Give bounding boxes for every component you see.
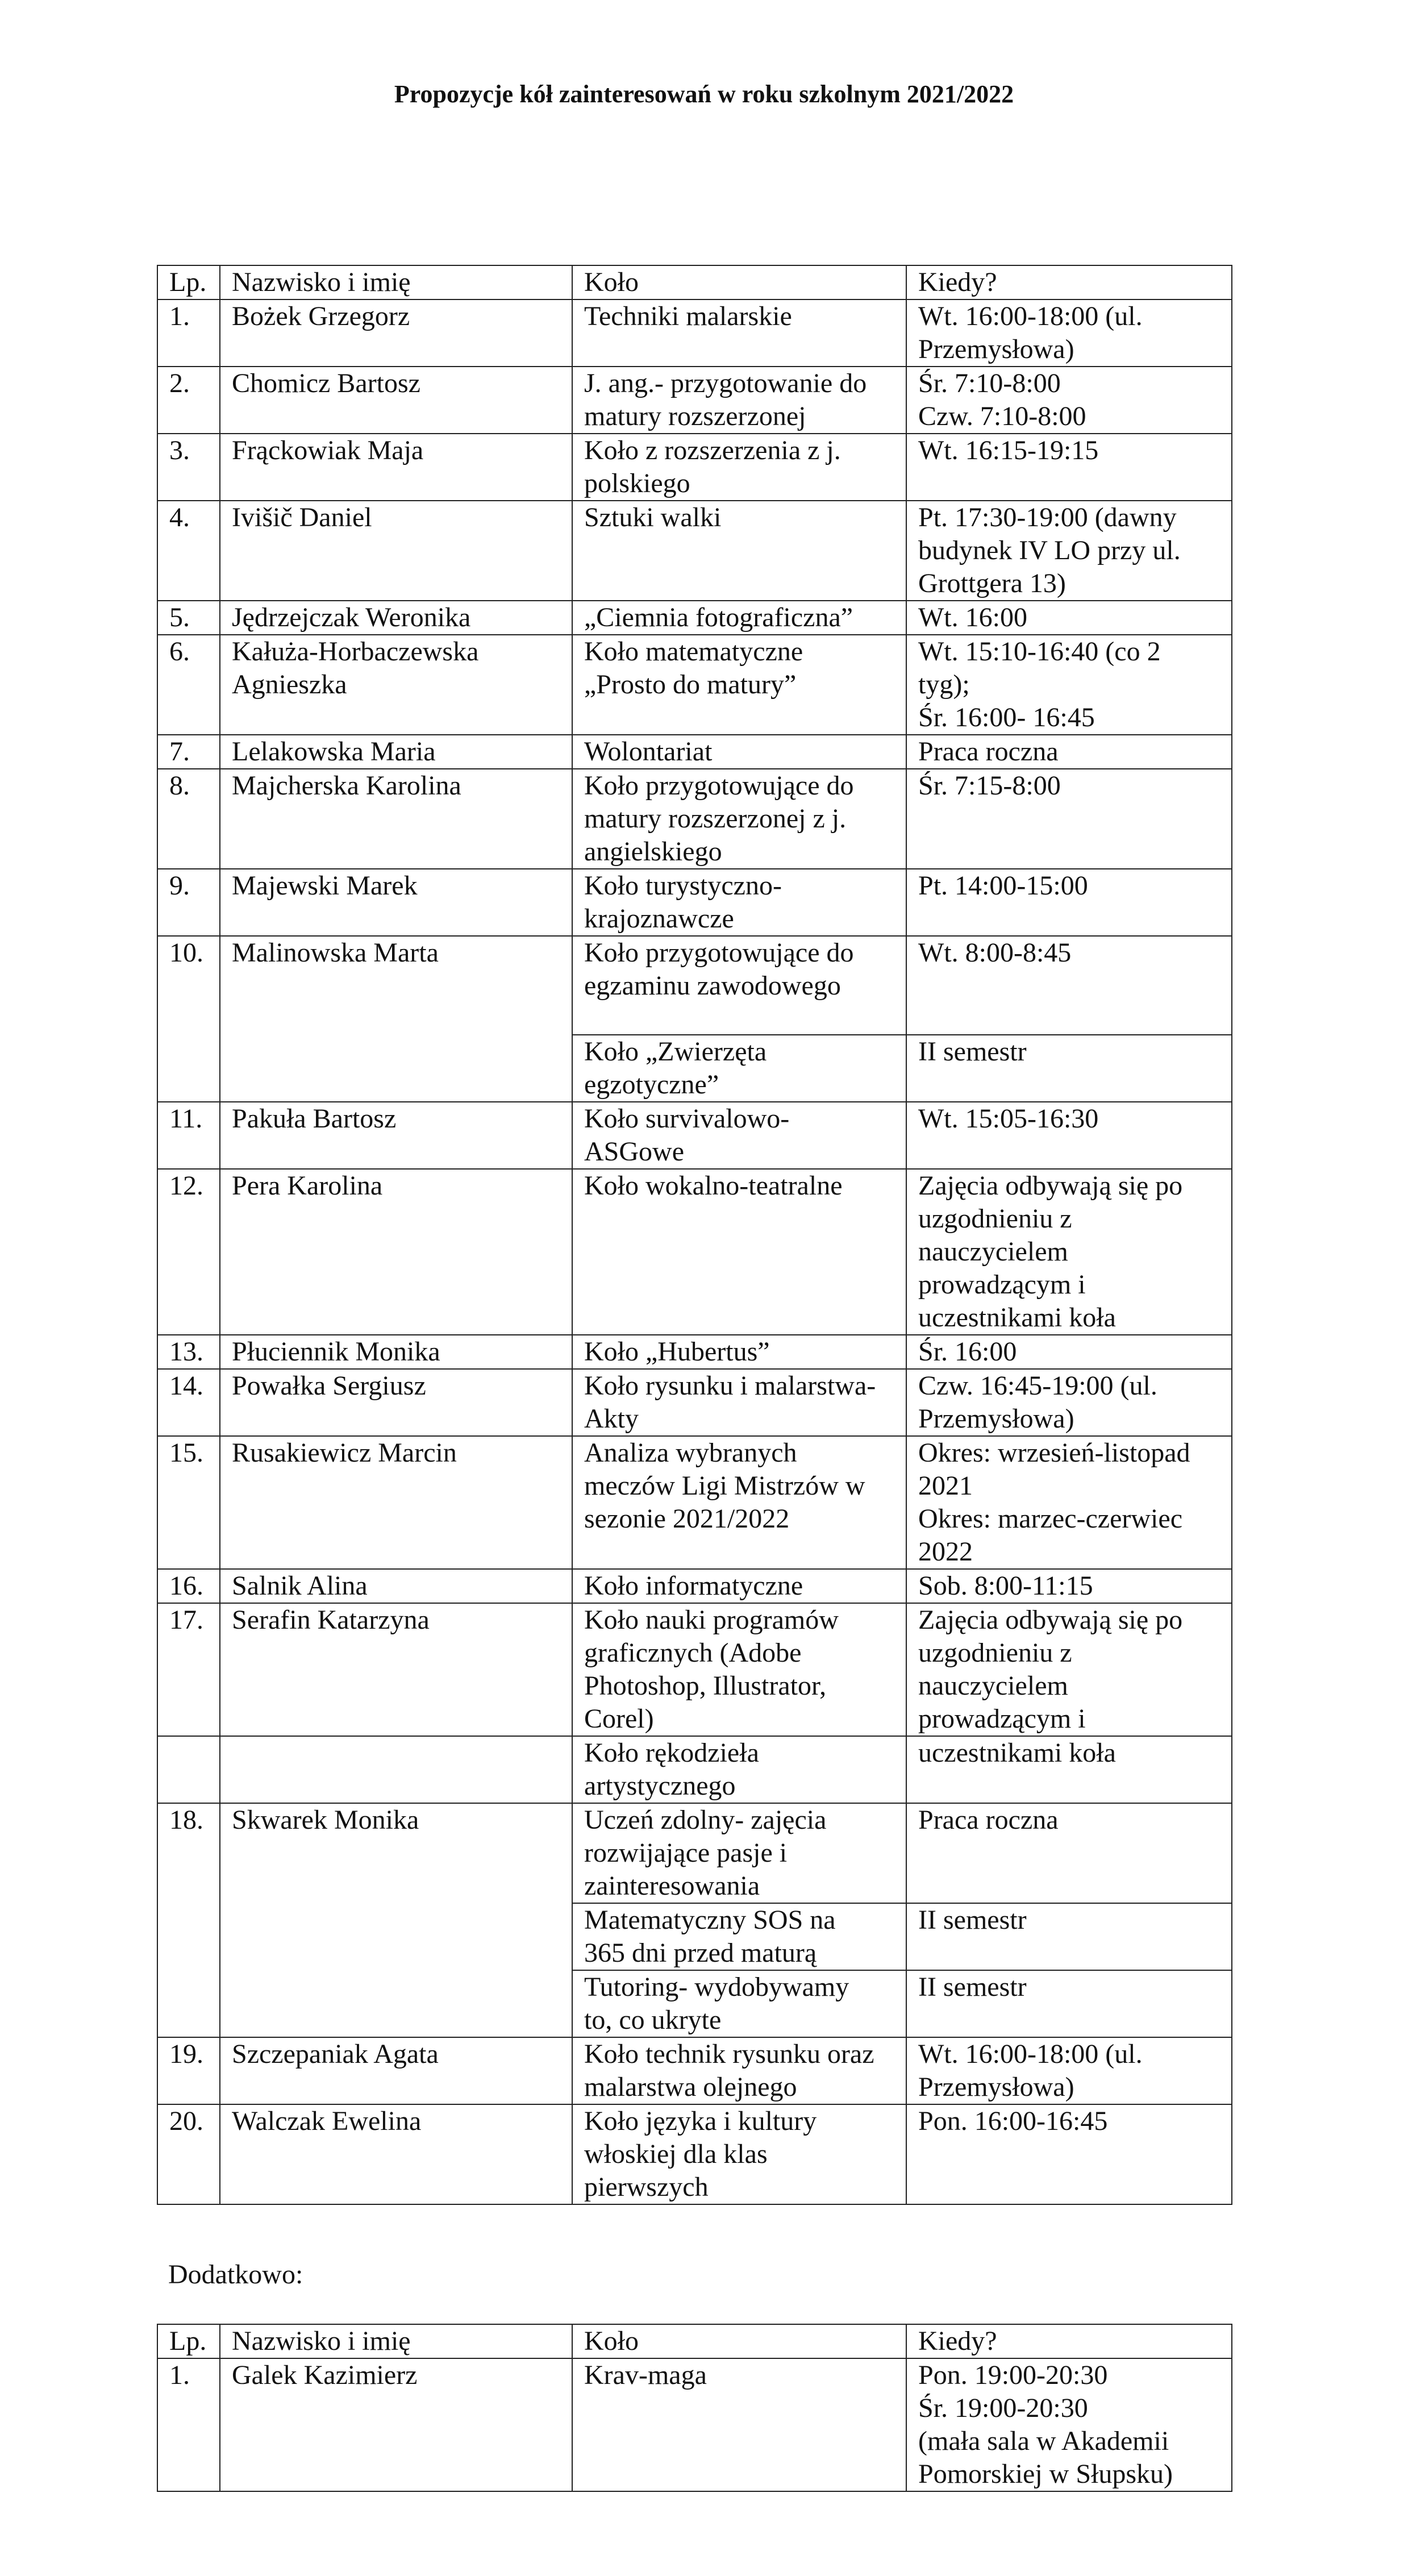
cell-name: Malinowska Marta [220,936,572,1102]
cell-when: II semestr [906,1970,1232,2037]
cell-lp: 8. [157,769,220,869]
cell-when: Sob. 8:00-11:15 [906,1569,1232,1603]
table-row [157,869,1232,936]
cell-when: Zajęcia odbywają się po uzgodnieniu z nauczycielem prowadzącym i uczestnikami koła [906,1169,1232,1335]
cell-name: Bożek Grzegorz [220,299,572,367]
cell-club: Koło nauki programów graficznych (Adobe Photoshop, Illustrator, Corel) [572,1603,906,1736]
cell-when: Wt. 15:10-16:40 (co 2 tyg); Śr. 16:00- 16:45 [906,635,1232,735]
cell-club: Koło rękodzieła artystycznego [572,1736,906,1803]
cell-name: Powałka Sergiusz [220,1369,572,1436]
table-row [157,2104,1232,2204]
cell-lp: 16. [157,1569,220,1603]
cell-name: Majewski Marek [220,869,572,936]
extra-section-label: Dodatkowo: [168,2259,303,2290]
cell-when: Śr. 7:10-8:00 Czw. 7:10-8:00 [906,367,1232,434]
extra-clubs-table [157,2324,1232,2492]
cell-club: Analiza wybranych meczów Ligi Mistrzów w sezonie 2021/2022 [572,1436,906,1569]
table-row [157,1436,1232,1569]
table-row [157,1335,1232,1369]
cell-when: II semestr [906,1035,1232,1102]
cell-club: Koło z rozszerzenia z j. polskiego [572,434,906,501]
cell-name: Pakuła Bartosz [220,1102,572,1169]
cell-lp: 12. [157,1169,220,1335]
cell-name: Chomicz Bartosz [220,367,572,434]
table-row [157,434,1232,501]
cell-lp: 18. [157,1803,220,2037]
cell-lp: 4. [157,501,220,601]
cell-club: Techniki malarskie [572,299,906,367]
cell-when: Praca roczna [906,735,1232,769]
header-name: Nazwisko i imię [220,2324,572,2358]
cell-when: Okres: wrzesień-listopad 2021 Okres: marzec-czerwiec 2022 [906,1436,1232,1569]
cell-club: Uczeń zdolny- zajęcia rozwijające pasje i zainteresowania [572,1803,906,1903]
cell-name: Skwarek Monika [220,1803,572,2037]
cell-when: uczestnikami koła [906,1736,1232,1803]
table-row [157,601,1232,635]
cell-lp: 7. [157,735,220,769]
cell-lp: 15. [157,1436,220,1569]
table-row [157,735,1232,769]
table-row [157,2037,1232,2104]
cell-when: Pon. 19:00-20:30 Śr. 19:00-20:30 (mała sala w Akademii Pomorskiej w Słupsku) [906,2358,1232,2491]
cell-name: Serafin Katarzyna [220,1603,572,1736]
table-row [157,1803,1232,1903]
cell-name: Walczak Ewelina [220,2104,572,2204]
cell-club: Matematyczny SOS na 365 dni przed maturą [572,1903,906,1970]
table-row [157,1603,1232,1736]
cell-when: Śr. 7:15-8:00 [906,769,1232,869]
cell-name: Płuciennik Monika [220,1335,572,1369]
cell-club: Koło języka i kultury włoskiej dla klas pierwszych [572,2104,906,2204]
cell-club: Koło survivalowo- ASGowe [572,1102,906,1169]
cell-lp [157,1736,220,1803]
cell-lp: 14. [157,1369,220,1436]
cell-lp: 1. [157,2358,220,2491]
cell-lp: 9. [157,869,220,936]
cell-when: Pt. 17:30-19:00 (dawny budynek IV LO przy ul. Grottgera 13) [906,501,1232,601]
cell-club: Koło rysunku i malarstwa- Akty [572,1369,906,1436]
header-lp: Lp. [157,2324,220,2358]
cell-name: Galek Kazimierz [220,2358,572,2491]
cell-lp: 13. [157,1335,220,1369]
cell-club: Koło wokalno-teatralne [572,1169,906,1335]
cell-club: Koło „Hubertus” [572,1335,906,1369]
cell-lp: 1. [157,299,220,367]
header-when: Kiedy? [906,2324,1232,2358]
cell-when: Pt. 14:00-15:00 [906,869,1232,936]
header-when: Kiedy? [906,265,1232,299]
cell-when: Czw. 16:45-19:00 (ul. Przemysłowa) [906,1369,1232,1436]
table-row [157,299,1232,367]
cell-name: Rusakiewicz Marcin [220,1436,572,1569]
cell-when: Pon. 16:00-16:45 [906,2104,1232,2204]
table-row [157,501,1232,601]
table-header-row [157,265,1232,299]
cell-club: Tutoring- wydobywamy to, co ukryte [572,1970,906,2037]
cell-when: Zajęcia odbywają się po uzgodnieniu z nauczycielem prowadzącym i [906,1603,1232,1736]
cell-when: Wt. 15:05-16:30 [906,1102,1232,1169]
cell-lp: 10. [157,936,220,1102]
cell-name: Kałuża-Horbaczewska Agnieszka [220,635,572,735]
cell-name [220,1736,572,1803]
cell-name: Ivišič Daniel [220,501,572,601]
cell-when: Wt. 8:00-8:45 [906,936,1232,1035]
cell-club: Koło przygotowujące do matury rozszerzonej z j. angielskiego [572,769,906,869]
table-row [157,367,1232,434]
cell-lp: 19. [157,2037,220,2104]
cell-when: Praca roczna [906,1803,1232,1903]
cell-club: Krav-maga [572,2358,906,2491]
cell-lp: 20. [157,2104,220,2204]
cell-club: Koło turystyczno- krajoznawcze [572,869,906,936]
cell-when: Wt. 16:15-19:15 [906,434,1232,501]
cell-name: Salnik Alina [220,1569,572,1603]
table-row [157,769,1232,869]
table-row [157,936,1232,1035]
cell-lp: 17. [157,1603,220,1736]
cell-when: Śr. 16:00 [906,1335,1232,1369]
table-row [157,2358,1232,2491]
table-row [157,1736,1232,1803]
header-name: Nazwisko i imię [220,265,572,299]
cell-name: Pera Karolina [220,1169,572,1335]
cell-club: Koło informatyczne [572,1569,906,1603]
cell-club: Wolontariat [572,735,906,769]
cell-name: Majcherska Karolina [220,769,572,869]
cell-club: Koło matematyczne „Prosto do matury” [572,635,906,735]
cell-club: Koło „Zwierzęta egzotyczne” [572,1035,906,1102]
cell-when: II semestr [906,1903,1232,1970]
cell-lp: 3. [157,434,220,501]
clubs-table [157,265,1232,2205]
cell-name: Frąckowiak Maja [220,434,572,501]
table-row [157,1102,1232,1169]
document-title: Propozycje kół zainteresowań w roku szkolnym 2021/2022 [394,80,1014,108]
cell-club: Koło przygotowujące do egzaminu zawodowego [572,936,906,1035]
cell-name: Lelakowska Maria [220,735,572,769]
table-row [157,1169,1232,1335]
cell-lp: 2. [157,367,220,434]
cell-club: „Ciemnia fotograficzna” [572,601,906,635]
cell-name: Szczepaniak Agata [220,2037,572,2104]
cell-when: Wt. 16:00-18:00 (ul. Przemysłowa) [906,299,1232,367]
cell-lp: 6. [157,635,220,735]
table-row [157,1569,1232,1603]
cell-club: J. ang.- przygotowanie do matury rozszerzonej [572,367,906,434]
header-club: Koło [572,2324,906,2358]
table-header-row [157,2324,1232,2358]
header-lp: Lp. [157,265,220,299]
table-row [157,1369,1232,1436]
cell-name: Jędrzejczak Weronika [220,601,572,635]
cell-lp: 11. [157,1102,220,1169]
header-club: Koło [572,265,906,299]
cell-club: Koło technik rysunku oraz malarstwa olejnego [572,2037,906,2104]
cell-club: Sztuki walki [572,501,906,601]
cell-when: Wt. 16:00-18:00 (ul. Przemysłowa) [906,2037,1232,2104]
cell-lp: 5. [157,601,220,635]
cell-when: Wt. 16:00 [906,601,1232,635]
table-row [157,635,1232,735]
